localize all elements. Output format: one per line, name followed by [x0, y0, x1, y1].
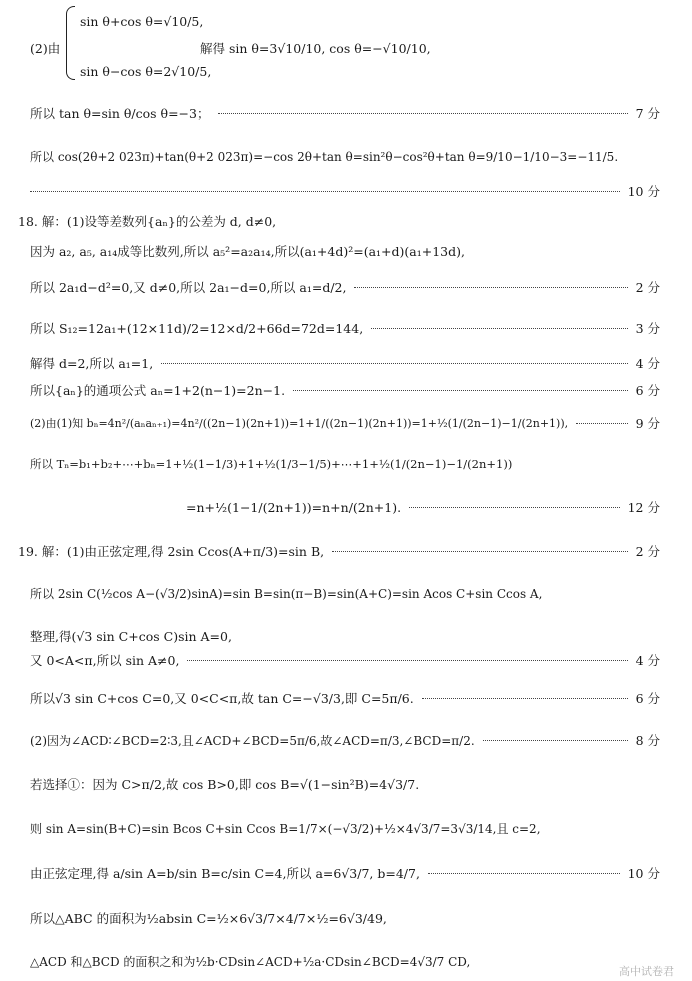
solution-line: 所以 S₁₂=12a₁+(12×11d)/2=12×d/2+66d=72d=144, 3 分 [30, 321, 660, 336]
score-label: 6 分 [635, 691, 660, 706]
leader-dots [218, 113, 628, 114]
solution-line: △ACD 和△BCD 的面积之和为½b·CDsin∠ACD+½a·CDsin∠BCD=4√3/7 CD, [30, 955, 471, 969]
leader-dots [293, 390, 628, 391]
score-label: 3 分 [635, 321, 660, 336]
leader-dots [428, 873, 620, 874]
leader-dots [161, 363, 627, 364]
score-label: 8 分 [635, 733, 660, 748]
solution-line: 所以 2a₁d−d²=0,又 d≠0,所以 2a₁−d=0,所以 a₁=d/2, 2 分 [30, 280, 660, 295]
leader-dots [332, 551, 627, 552]
solution-line: 解得 d=2,所以 a₁=1, 4 分 [30, 356, 660, 371]
problem-19-header: 19. 解：(1)由正弦定理,得 2sin Ccos(A+π/3)=sin B, 2 分 [18, 544, 660, 559]
leader-dots [409, 507, 620, 508]
solution-line: 由正弦定理,得 a/sin A=b/sin B=c/sin C=4,所以 a=6√3/7, b=4/7, 10 分 [30, 866, 660, 881]
solution-line: (2)由(1)知 bₙ=4n²/(aₙaₙ₊₁)=4n²/((2n−1)(2n+1))=1+1/((2n−1)(2n+1))=1+½(1/(2n−1)−1/(2n+1)), 9 分 [30, 416, 660, 431]
solution-line: 所以{aₙ}的通项公式 aₙ=1+2(n−1)=2n−1. 6 分 [30, 383, 660, 398]
leader-dots [371, 328, 627, 329]
leader-dots [30, 191, 620, 192]
score-label: 12 分 [627, 500, 660, 515]
solution-line: 所以 cos(2θ+2 023π)+tan(θ+2 023π)=−cos 2θ+tan θ=sin²θ−cos²θ+tan θ=9/10−1/10−3=−11/5. [30, 150, 619, 164]
equation-2: sin θ−cos θ=2√10/5, [80, 64, 212, 79]
system-prefix: (2)由 [30, 41, 61, 56]
score-label: 2 分 [635, 544, 660, 559]
solution-line: 则 sin A=sin(B+C)=sin Bcos C+sin Ccos B=1/7×(−√3/2)+½×4√3/7=3√3/14,且 c=2, [30, 822, 541, 836]
solution-line: 所以△ABC 的面积为½absin C=½×6√3/7×4/7×½=6√3/49, [30, 911, 387, 926]
leader-dots [576, 423, 627, 424]
solution-line: 所以 tan θ=sin θ/cos θ=−3； 7 分 [30, 106, 660, 121]
solution-line: =n+½(1−1/(2n+1))=n+n/(2n+1). 12 分 [186, 499, 660, 515]
watermark: 高中试卷君 [619, 965, 674, 978]
solution-line: 所以√3 sin C+cos C=0,又 0<C<π,故 tan C=−√3/3,即 C=5π/6. 6 分 [30, 691, 660, 706]
solution-line: 所以 Tₙ=b₁+b₂+⋯+bₙ=1+½(1−1/3)+1+½(1/3−1/5)+⋯+1+½(1/(2n−1)−1/(2n+1)) [30, 457, 513, 471]
score-label: 6 分 [635, 383, 660, 398]
score-label: 2 分 [635, 280, 660, 295]
equation-1: sin θ+cos θ=√10/5, [80, 14, 204, 29]
score-label: 4 分 [635, 356, 660, 371]
solution-line: 又 0<A<π,所以 sin A≠0, 4 分 [30, 653, 660, 668]
left-brace [66, 6, 75, 80]
solution-line [0, 182, 692, 200]
score-label: 10 分 [627, 184, 660, 199]
solution-line: 整理,得(√3 sin C+cos C)sin A=0, [30, 629, 232, 644]
score-label: 10 分 [627, 866, 660, 881]
score-label: 4 分 [635, 653, 660, 668]
score-label: 9 分 [635, 416, 660, 431]
equation-system [30, 6, 690, 86]
leader-dots [187, 660, 627, 661]
solution-line: 因为 a₂, a₅, a₁₄成等比数列,所以 a₅²=a₂a₁₄,所以(a₁+4d)²=(a₁+d)(a₁+13d), [30, 244, 465, 259]
solution-line: (2)因为∠ACD∶∠BCD=2∶3,且∠ACD+∠BCD=5π/6,故∠ACD=π/3,∠BCD=π/2. 8 分 [30, 733, 660, 748]
solution-line: 若选择①：因为 C>π/2,故 cos B>0,即 cos B=√(1−sin²B)=4√3/7. [30, 777, 420, 792]
solution-line: 所以 2sin C(½cos A−(√3/2)sinA)=sin B=sin(π−B)=sin(A+C)=sin Acos C+sin Ccos A, [30, 587, 543, 601]
score-label: 7 分 [635, 106, 660, 121]
leader-dots [422, 698, 628, 699]
leader-dots [354, 287, 627, 288]
solution-text: 解得 sin θ=3√10/10, cos θ=−√10/10, [200, 41, 431, 56]
leader-dots [483, 740, 628, 741]
problem-18-header: 18. 解：(1)设等差数列{aₙ}的公差为 d, d≠0, [18, 214, 277, 229]
